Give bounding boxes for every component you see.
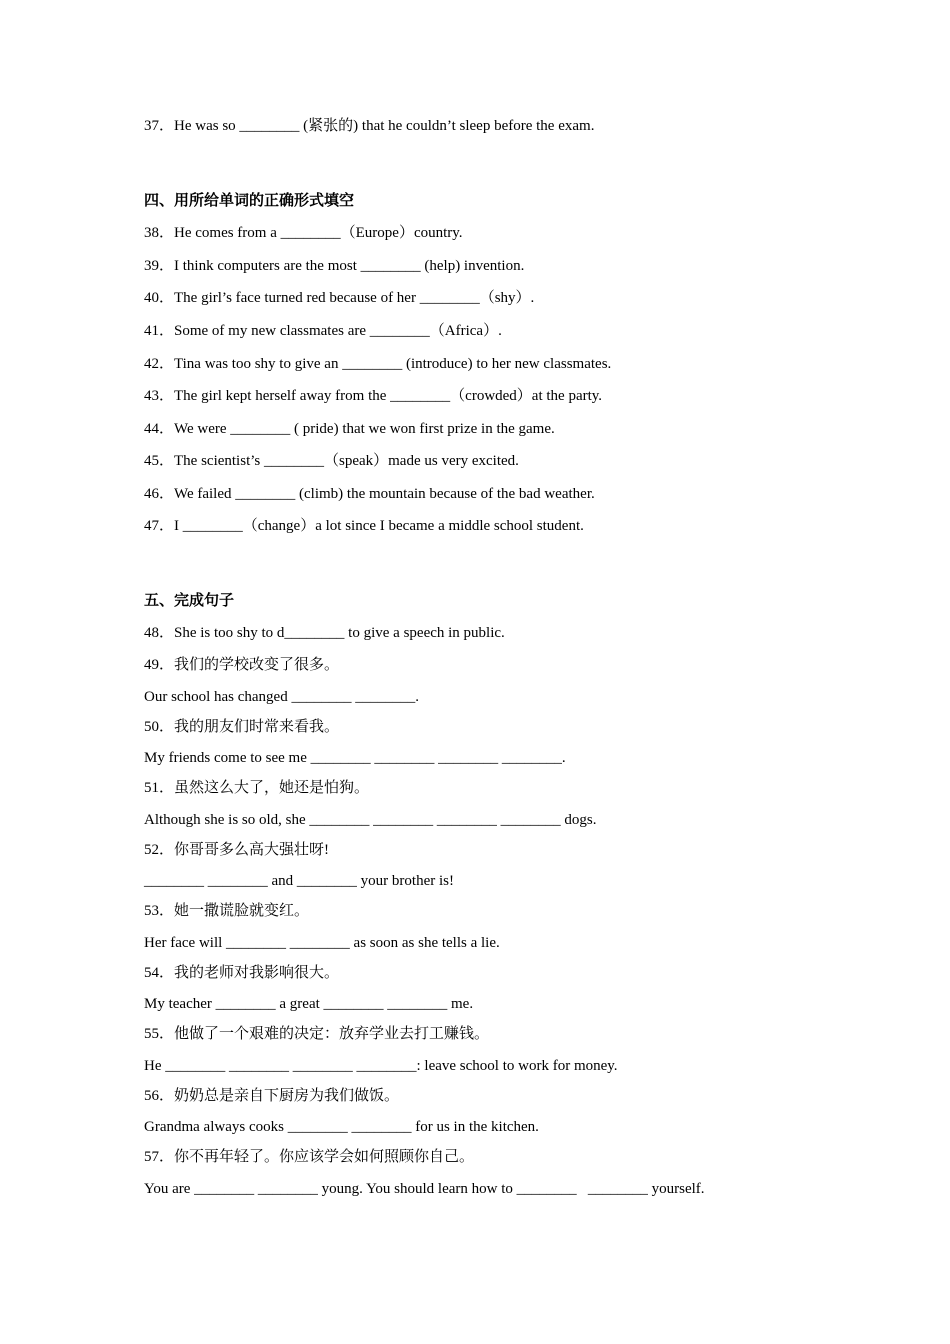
section-4-question: 47．I ________（change）a lot since I became a middle school student. xyxy=(144,518,584,534)
section-5-heading: 五、完成句子 xyxy=(144,591,235,609)
section-4-question: 46．We failed ________ (climb) the mountain because of the bad weather. xyxy=(144,486,595,502)
section-5-line: Her face will ________ ________ as soon as she tells a lie. xyxy=(144,935,500,951)
section-5-line: My friends come to see me ________ ________ ________ ________. xyxy=(144,750,566,766)
section-5-line: Grandma always cooks ________ ________ for us in the kitchen. xyxy=(144,1119,539,1135)
section-4-heading: 四、用所给单词的正确形式填空 xyxy=(144,191,355,209)
section-5-line: He ________ ________ ________ ________: leave school to work for money. xyxy=(144,1058,618,1074)
section-5-line: 53．她一撒谎脸就变红。 xyxy=(144,903,310,919)
section-4-question: 40．The girl’s face turned red because of her ________（shy）. xyxy=(144,290,535,306)
section-4-question: 41．Some of my new classmates are ________（Africa）. xyxy=(144,323,502,339)
section-4-question: 39．I think computers are the most ________ (help) invention. xyxy=(144,258,525,274)
section-5-line: 55．他做了一个艰难的决定：放弃学业去打工赚钱。 xyxy=(144,1026,490,1042)
section-4-question: 45．The scientist’s ________（speak）made us very excited. xyxy=(144,453,519,469)
section-5-line: ________ ________ and ________ your brother is! xyxy=(144,873,454,889)
section-5-line: Although she is so old, she ________ ________ ________ ________ dogs. xyxy=(144,812,597,828)
section-5-line: My teacher ________ a great ________ ________ me. xyxy=(144,996,474,1012)
section-4-question: 43．The girl kept herself away from the ________（crowded）at the party. xyxy=(144,388,603,404)
section-4-question: 38．He comes from a ________（Europe）country. xyxy=(144,225,463,241)
section-5-line: 50．我的朋友们时常来看我。 xyxy=(144,719,340,735)
section-5-line: 57．你不再年轻了。你应该学会如何照顾你自己。 xyxy=(144,1149,475,1165)
section-5-line: You are ________ ________ young. You should learn how to ________ ________ yourself. xyxy=(144,1181,705,1197)
section-5-line: 51．虽然这么大了，她还是怕狗。 xyxy=(144,780,370,796)
question-37: 37．He was so ________ (紧张的) that he couldn’t sleep before the exam. xyxy=(144,118,595,134)
section-4-question: 42．Tina was too shy to give an ________ (introduce) to her new classmates. xyxy=(144,356,612,372)
section-5-line: 48．She is too shy to d________ to give a speech in public. xyxy=(144,625,505,641)
section-5-line: 54．我的老师对我影响很大。 xyxy=(144,965,340,981)
section-4-question: 44．We were ________ ( pride) that we won first prize in the game. xyxy=(144,421,555,437)
section-5-line: 56．奶奶总是亲自下厨房为我们做饭。 xyxy=(144,1088,400,1104)
section-5-line: 52．你哥哥多么高大强壮呀! xyxy=(144,842,329,858)
section-5-line: 49．我们的学校改变了很多。 xyxy=(144,657,340,673)
section-5-line: Our school has changed ________ ________. xyxy=(144,689,419,705)
